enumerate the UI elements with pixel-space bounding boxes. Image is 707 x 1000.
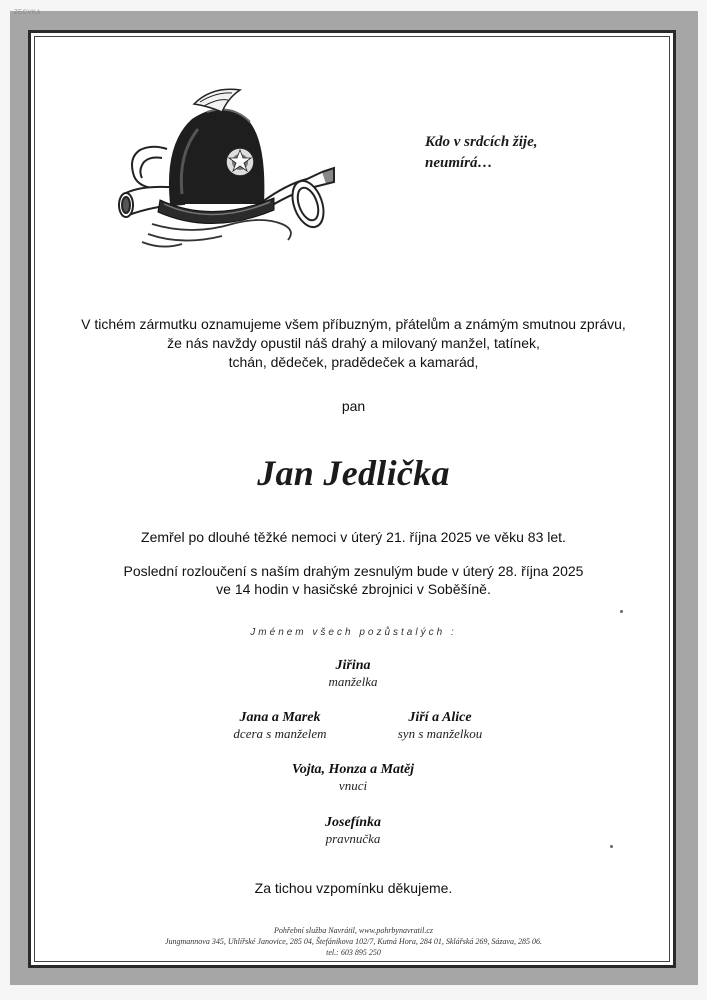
relative-entry (228, 762, 478, 794)
motto (425, 132, 538, 174)
relative-name: Jana a Marek (239, 710, 321, 725)
announcement-line: že nás navždy opustil náš drahý a milovaný manžel, tatínek, (167, 335, 540, 351)
farewell-line: Poslední rozloučení s naším drahým zesnulým bude v úterý 28. října 2025 (123, 563, 584, 579)
funeral-service-footer (0, 925, 707, 958)
thanks-text: Za tichou vzpomínku děkujeme. (254, 880, 453, 896)
footer-line: Jungmannova 345, Uhlířské Janovice, 285 04, Štefánikova 102/7, Kutná Hora, 284 01, Sklářská 269, Sázava, 285 06. (164, 937, 543, 946)
farewell-info (0, 562, 707, 598)
relative-name: Jiří a Alice (408, 710, 472, 725)
relative-name: Jiřina (335, 658, 371, 673)
relative-name: Vojta, Honza a Matěj (291, 762, 415, 777)
paper-speck (610, 845, 613, 848)
deceased-name: Jan Jedlička (257, 453, 450, 493)
announcement-line: tchán, dědeček, pradědeček a kamarád, (228, 354, 479, 370)
announcement-text (0, 315, 707, 372)
footer-line: Pohřební služba Navrátil, www.pohrbynavratil.cz (274, 926, 433, 935)
relative-entry (190, 710, 370, 742)
paper-speck (620, 610, 623, 613)
relative-role: syn s manželkou (397, 726, 483, 741)
firefighter-helmet-icon (112, 84, 338, 256)
motto-line: neumírá… (425, 155, 493, 171)
relative-entry (253, 658, 453, 690)
relative-role: manželka (328, 674, 378, 689)
relative-role: pravnučka (325, 831, 381, 846)
on-behalf-heading: Jménem všech pozůstalých : (250, 627, 457, 638)
death-notice: Zemřel po dlouhé těžké nemoci v úterý 21. října 2025 ve věku 83 let. (141, 529, 566, 545)
farewell-line: ve 14 hodin v hasičské zbrojnici v Soběšíně. (216, 581, 491, 597)
relative-entry (253, 815, 453, 847)
relative-role: vnuci (338, 778, 368, 793)
relative-role: dcera s manželem (233, 726, 327, 741)
corner-tag: ZECVKA (14, 10, 42, 16)
announcement-line: V tichém zármutku oznamujeme všem příbuzným, přátelům a známým smutnou zprávu, (81, 316, 626, 332)
relative-name: Josefínka (325, 815, 381, 830)
motto-line: Kdo v srdcích žije, (425, 134, 538, 150)
title-prefix: pan (341, 398, 366, 414)
relative-entry (350, 710, 530, 742)
footer-line: tel.: 603 895 250 (326, 948, 381, 957)
